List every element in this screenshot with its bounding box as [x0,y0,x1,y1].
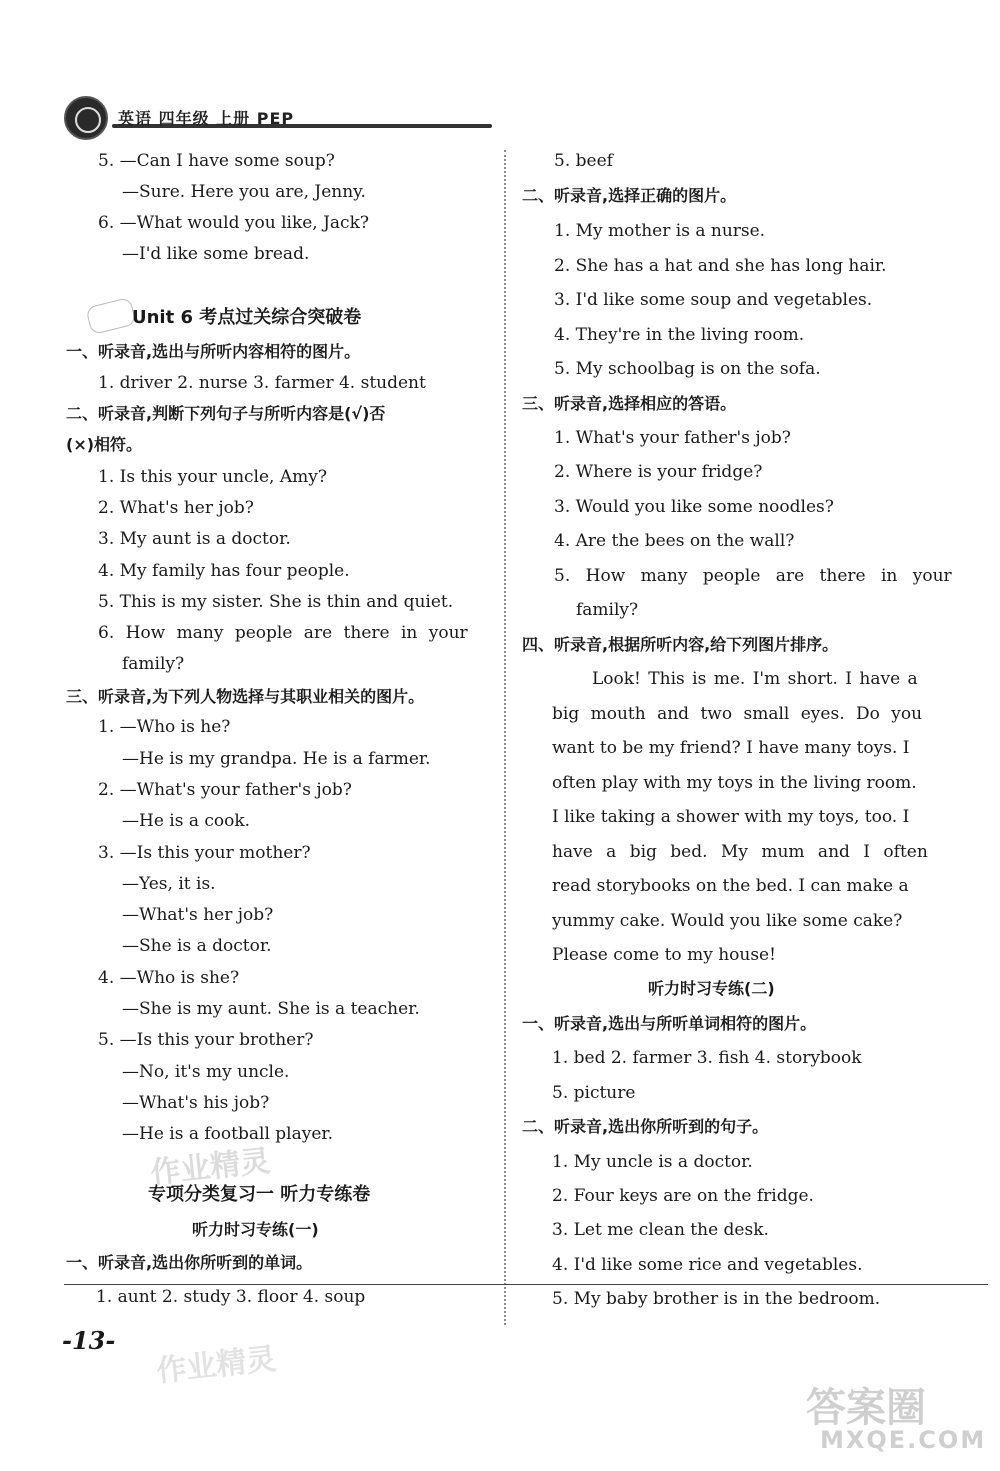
text-line: —He is a football player. [122,1124,334,1144]
footer-rule [64,1284,988,1285]
text-line: —What's her job? [122,905,274,925]
text-line: 5. —Is this your brother? [98,1030,314,1050]
question-heading: 二、听录音,选择正确的图片。 [522,186,737,205]
text-line: —She is my aunt. She is a teacher. [122,999,420,1019]
text-line: —She is a doctor. [122,936,272,956]
question-heading: 四、听录音,根据所听内容,给下列图片排序。 [522,635,839,654]
text-line: —What's his job? [122,1093,270,1113]
text-line: 6. How many people are there in your [98,623,468,643]
publisher-logo-icon [64,96,108,140]
text-line: 4. My family has four people. [98,561,350,581]
text-line: 3. —Is this your mother? [98,843,311,863]
watermark: 作业精灵 [148,1143,272,1192]
text-line: 2. She has a hat and she has long hair. [554,256,887,276]
header-title: 英语 四年级 上册 PEP [118,109,295,128]
text-line: 1. My uncle is a doctor. [552,1152,753,1172]
text-line: 2. —What's your father's job? [98,780,352,800]
page-header [64,96,504,140]
text-line: 1. —Who is he? [98,717,231,737]
text-line: 4. They're in the living room. [554,325,805,345]
text-line: 2. Four keys are on the fridge. [552,1186,814,1206]
text-line: have a big bed. My mum and I often [552,842,928,862]
question-heading: 一、听录音,选出与所听内容相符的图片。 [66,342,361,361]
text-line: Look! This is me. I'm short. I have a [592,669,918,689]
page-number: -13- [62,1326,116,1355]
text-line: —Sure. Here you are, Jenny. [122,182,366,202]
text-line: want to be my friend? I have many toys. I [552,738,910,758]
text-line: —No, it's my uncle. [122,1062,290,1082]
text-line: 1. bed 2. farmer 3. fish 4. storybook [552,1048,862,1068]
question-heading: 三、听录音,为下列人物选择与其职业相关的图片。 [66,687,425,706]
watermark: 作业精灵 [154,1341,278,1390]
watermark: MXQE.COM [820,1426,987,1454]
text-line: family? [122,654,185,674]
text-line: 5. picture [552,1083,636,1103]
text-line: —He is my grandpa. He is a farmer. [122,749,431,769]
text-line: family? [576,600,639,620]
question-heading: 一、听录音,选出你所听到的单词。 [66,1253,313,1272]
text-line: —Yes, it is. [122,874,216,894]
text-line: 3. Let me clean the desk. [552,1220,769,1240]
text-line: 5. beef [554,151,613,171]
text-line: 1. My mother is a nurse. [554,221,766,241]
watermark: 答案圈 [806,1385,926,1431]
text-line: 1. aunt 2. study 3. floor 4. soup [96,1287,366,1307]
text-line: 1. Is this your uncle, Amy? [98,467,327,487]
text-line: 3. Would you like some noodles? [554,497,834,517]
text-line: 3. I'd like some soup and vegetables. [554,290,873,310]
text-line: 5. My schoolbag is on the sofa. [554,359,821,379]
column-divider [504,150,506,1325]
question-heading: 二、听录音,判断下列句子与所听内容是(√)否 [66,404,386,423]
text-line: 5. My baby brother is in the bedroom. [552,1289,881,1309]
question-heading: (×)相符。 [66,435,143,454]
text-line: 1. driver 2. nurse 3. farmer 4. student [98,373,426,393]
question-heading: 三、听录音,选择相应的答语。 [522,394,737,413]
question-heading: 一、听录音,选出与所听单词相符的图片。 [522,1014,817,1033]
text-line: 6. —What would you like, Jack? [98,213,369,233]
text-line: 4. Are the bees on the wall? [554,531,795,551]
text-line: Please come to my house! [552,945,776,965]
subsection-title: 听力时习专练(一) [192,1220,319,1239]
text-line: 1. What's your father's job? [554,428,791,448]
text-line: big mouth and two small eyes. Do you [552,704,923,724]
section-title: Unit 6 考点过关综合突破卷 [132,307,362,328]
text-line: —He is a cook. [122,811,251,831]
text-line: 4. —Who is she? [98,968,240,988]
text-line: 5. How many people are there in your [554,566,952,586]
text-line: often play with my toys in the living room. [552,773,917,793]
text-line: 4. I'd like some rice and vegetables. [552,1255,863,1275]
text-line: —I'd like some bread. [122,244,310,264]
text-line: yummy cake. Would you like some cake? [552,911,903,931]
text-line: 2. What's her job? [98,498,254,518]
text-line: 5. This is my sister. She is thin and quiet. [98,592,454,612]
text-line: I like taking a shower with my toys, too. I [552,807,910,827]
homework-stamp-icon [85,297,136,335]
text-line: 2. Where is your fridge? [554,462,763,482]
question-heading: 二、听录音,选出你所听到的句子。 [522,1117,769,1136]
text-line: 5. —Can I have some soup? [98,151,335,171]
text-line: 3. My aunt is a doctor. [98,529,291,549]
section-title: 专项分类复习一 听力专练卷 [148,1184,371,1205]
subsection-title: 听力时习专练(二) [648,979,775,998]
text-line: read storybooks on the bed. I can make a [552,876,909,896]
